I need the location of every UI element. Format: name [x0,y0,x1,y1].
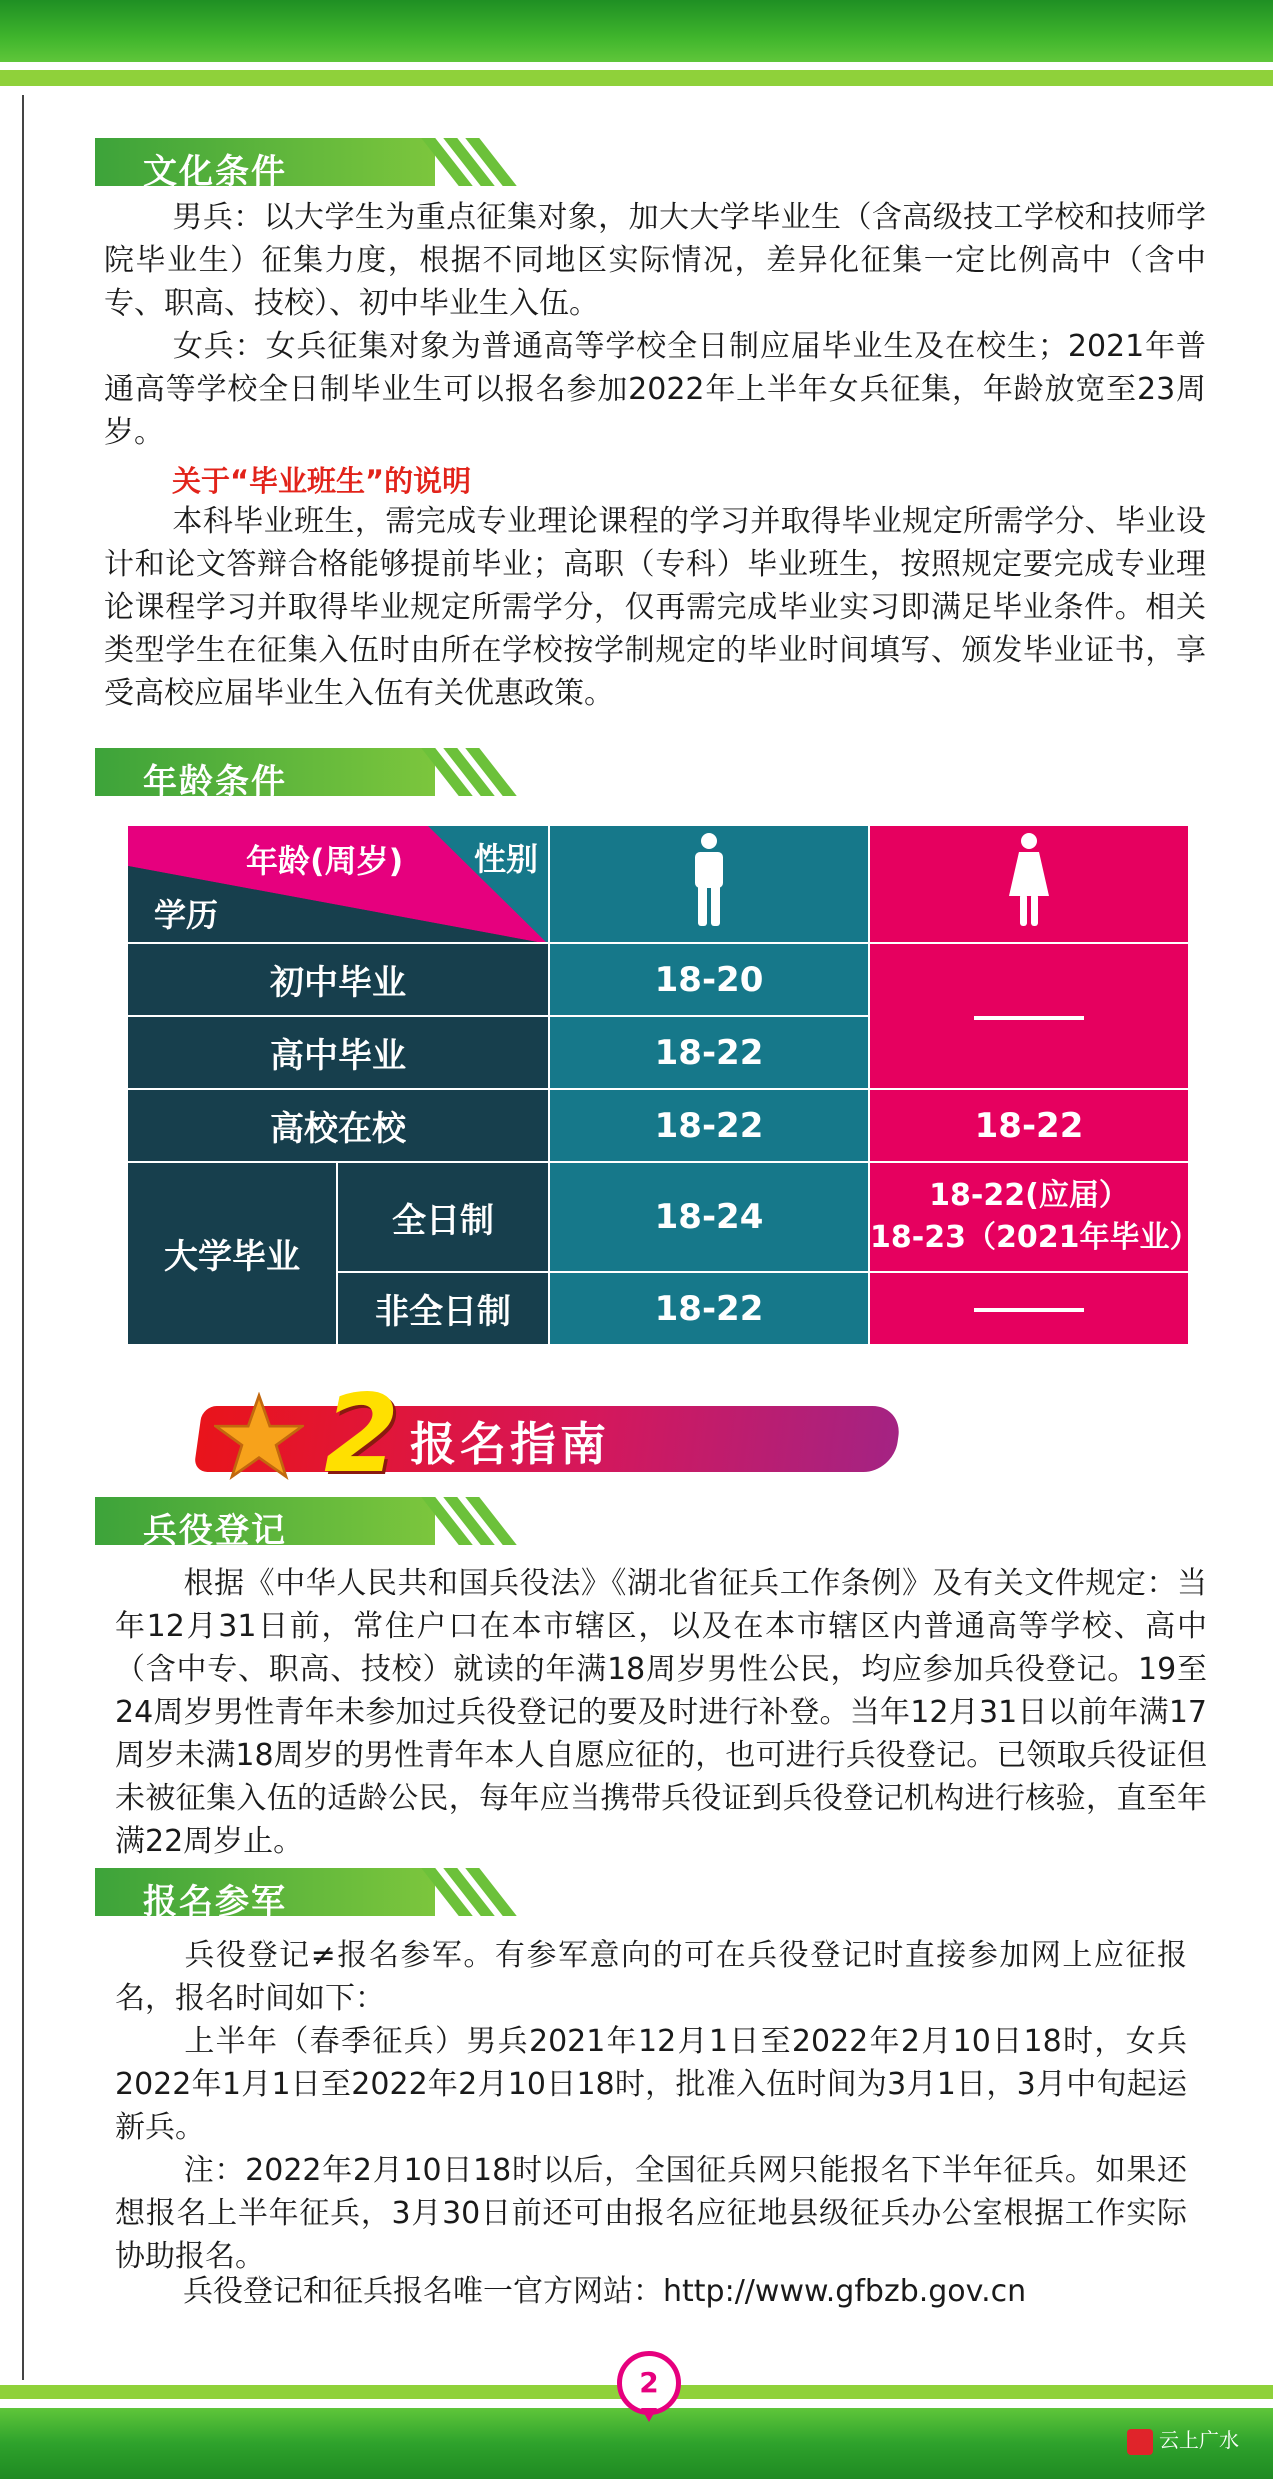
top-banner [0,0,1273,62]
cell-senior-male: 18-22 [549,1016,869,1089]
left-border-line [22,95,24,2380]
row-label-fulltime: 全日制 [337,1162,549,1272]
star-icon [214,1392,304,1482]
section-header-age [95,748,505,802]
table-corner-header [127,825,549,943]
chapter-number: 2 [324,1372,400,1497]
cell-parttime-female [869,1272,1189,1345]
culture-male-paragraph: 男兵：以大学生为重点征集对象，加大大学毕业生（含高级技工学校和技师学院毕业生）征集力度，根据不同地区实际情况，差异化征集一定比例高中（含中专、职高、技校）、初中毕业生入伍。 [104,200,1206,321]
cell-fulltime-female [869,1162,1200,1272]
cell-fulltime-male: 18-24 [549,1162,869,1272]
page-number-badge [617,2351,681,2415]
cell-college-male: 18-22 [549,1089,869,1162]
male-header [549,825,869,943]
section-header-registration [95,1497,505,1551]
row-label-junior: 初中毕业 [127,943,549,1016]
female-person-icon [1007,832,1051,928]
graduating-paragraph: 本科毕业班生，需完成专业理论课程的学习并取得毕业规定所需学分、毕业设计和论文答辩合格能够提前毕业；高职（专科）毕业班生，按照规定要完成专业理论课程学习并取得毕业规定所需学分，仅再需完成毕业实习即满足毕业条件。相关类型学生在征集入伍时由所在学校按学制规定的毕业时间填写、颁发毕业证书，享受高校应届毕业生入伍有关优惠政策。 [104,504,1206,711]
female-header [869,825,1189,943]
section-title: 兵役登记 [143,1511,287,1551]
chapter-title: 报名指南 [410,1417,610,1471]
graduating-heading: 关于“毕业班生”的说明 [172,464,472,498]
chapter-banner [178,1372,903,1497]
cell-junior-male: 18-20 [549,943,869,1016]
watermark: 云上广水 [1127,2424,1239,2455]
male-person-icon [689,832,729,928]
page-number: 2 [639,2366,659,2399]
registration-paragraph: 根据《中华人民共和国兵役法》《湖北省征兵工作条例》及有关文件规定：当年12月31日前，常住户口在本市辖区，以及在本市辖区内普通高等学校、高中（含中专、职高、技校）就读的年满18周岁男性公民，均应参加兵役登记。19至24周岁男性青年未参加过兵役登记的要及时进行补登。当年12月31日以前年满17周岁未满18周岁的男性青年本人自愿应征的，也可进行兵役登记。已领取兵役证但未被征集入伍的适龄公民，每年应当携带兵役证到兵役登记机构进行核验，直至年满22周岁止。 [115,1566,1207,1859]
section-header-enlist [95,1868,505,1922]
bottom-banner [0,2408,1273,2479]
cell-college-female: 18-22 [869,1089,1189,1162]
cell-parttime-male: 18-22 [549,1272,869,1345]
enlist-paragraph-3: 注：2022年2月10日18时以后，全国征兵网只能报名下半年征兵。如果还想报名上半年征兵，3月30日前还可由报名应征地县级征兵办公室根据工作实际协助报名。 [115,2153,1187,2274]
cell-junior-senior-female [869,943,1189,1089]
female-fulltime-current: 18-22(应届） [929,1178,1129,1213]
header-age: 年龄(周岁) [246,842,404,880]
official-website-line: 兵役登记和征兵报名唯一官方网站：http://www.gfbzb.gov.cn [183,2274,1027,2309]
not-applicable-dash [974,1308,1084,1312]
enlist-paragraph-1: 兵役登记≠报名参军。有参军意向的可在兵役登记时直接参加网上应征报名，报名时间如下： [115,1938,1187,2016]
female-fulltime-2021: 18-23（2021年毕业） [870,1220,1200,1255]
section-title: 报名参军 [143,1882,287,1922]
culture-female-paragraph: 女兵：女兵征集对象为普通高等学校全日制应届毕业生及在校生；2021年普通高等学校全日制毕业生可以报名参加2022年上半年女兵征集，年龄放宽至23周岁。 [104,329,1206,450]
watermark-logo-icon [1127,2429,1153,2455]
header-education: 学历 [154,896,219,934]
age-requirements-table [126,824,1200,1346]
enlist-paragraph-2: 上半年（春季征兵）男兵2021年12月1日至2022年2月10日18时，女兵2022年1月1日至2022年2月10日18时，批准入伍时间为3月1日，3月中旬起运新兵。 [115,2024,1187,2145]
section-title: 文化条件 [143,152,287,192]
section-header-culture [95,138,505,192]
header-gender: 性别 [473,840,538,878]
row-label-senior: 高中毕业 [127,1016,549,1089]
top-accent-line [0,70,1273,86]
row-label-university: 大学毕业 [127,1162,337,1345]
not-applicable-dash [974,1016,1084,1020]
row-label-college: 高校在校 [127,1089,549,1162]
section-title: 年龄条件 [143,762,287,802]
row-label-parttime: 非全日制 [337,1272,549,1345]
